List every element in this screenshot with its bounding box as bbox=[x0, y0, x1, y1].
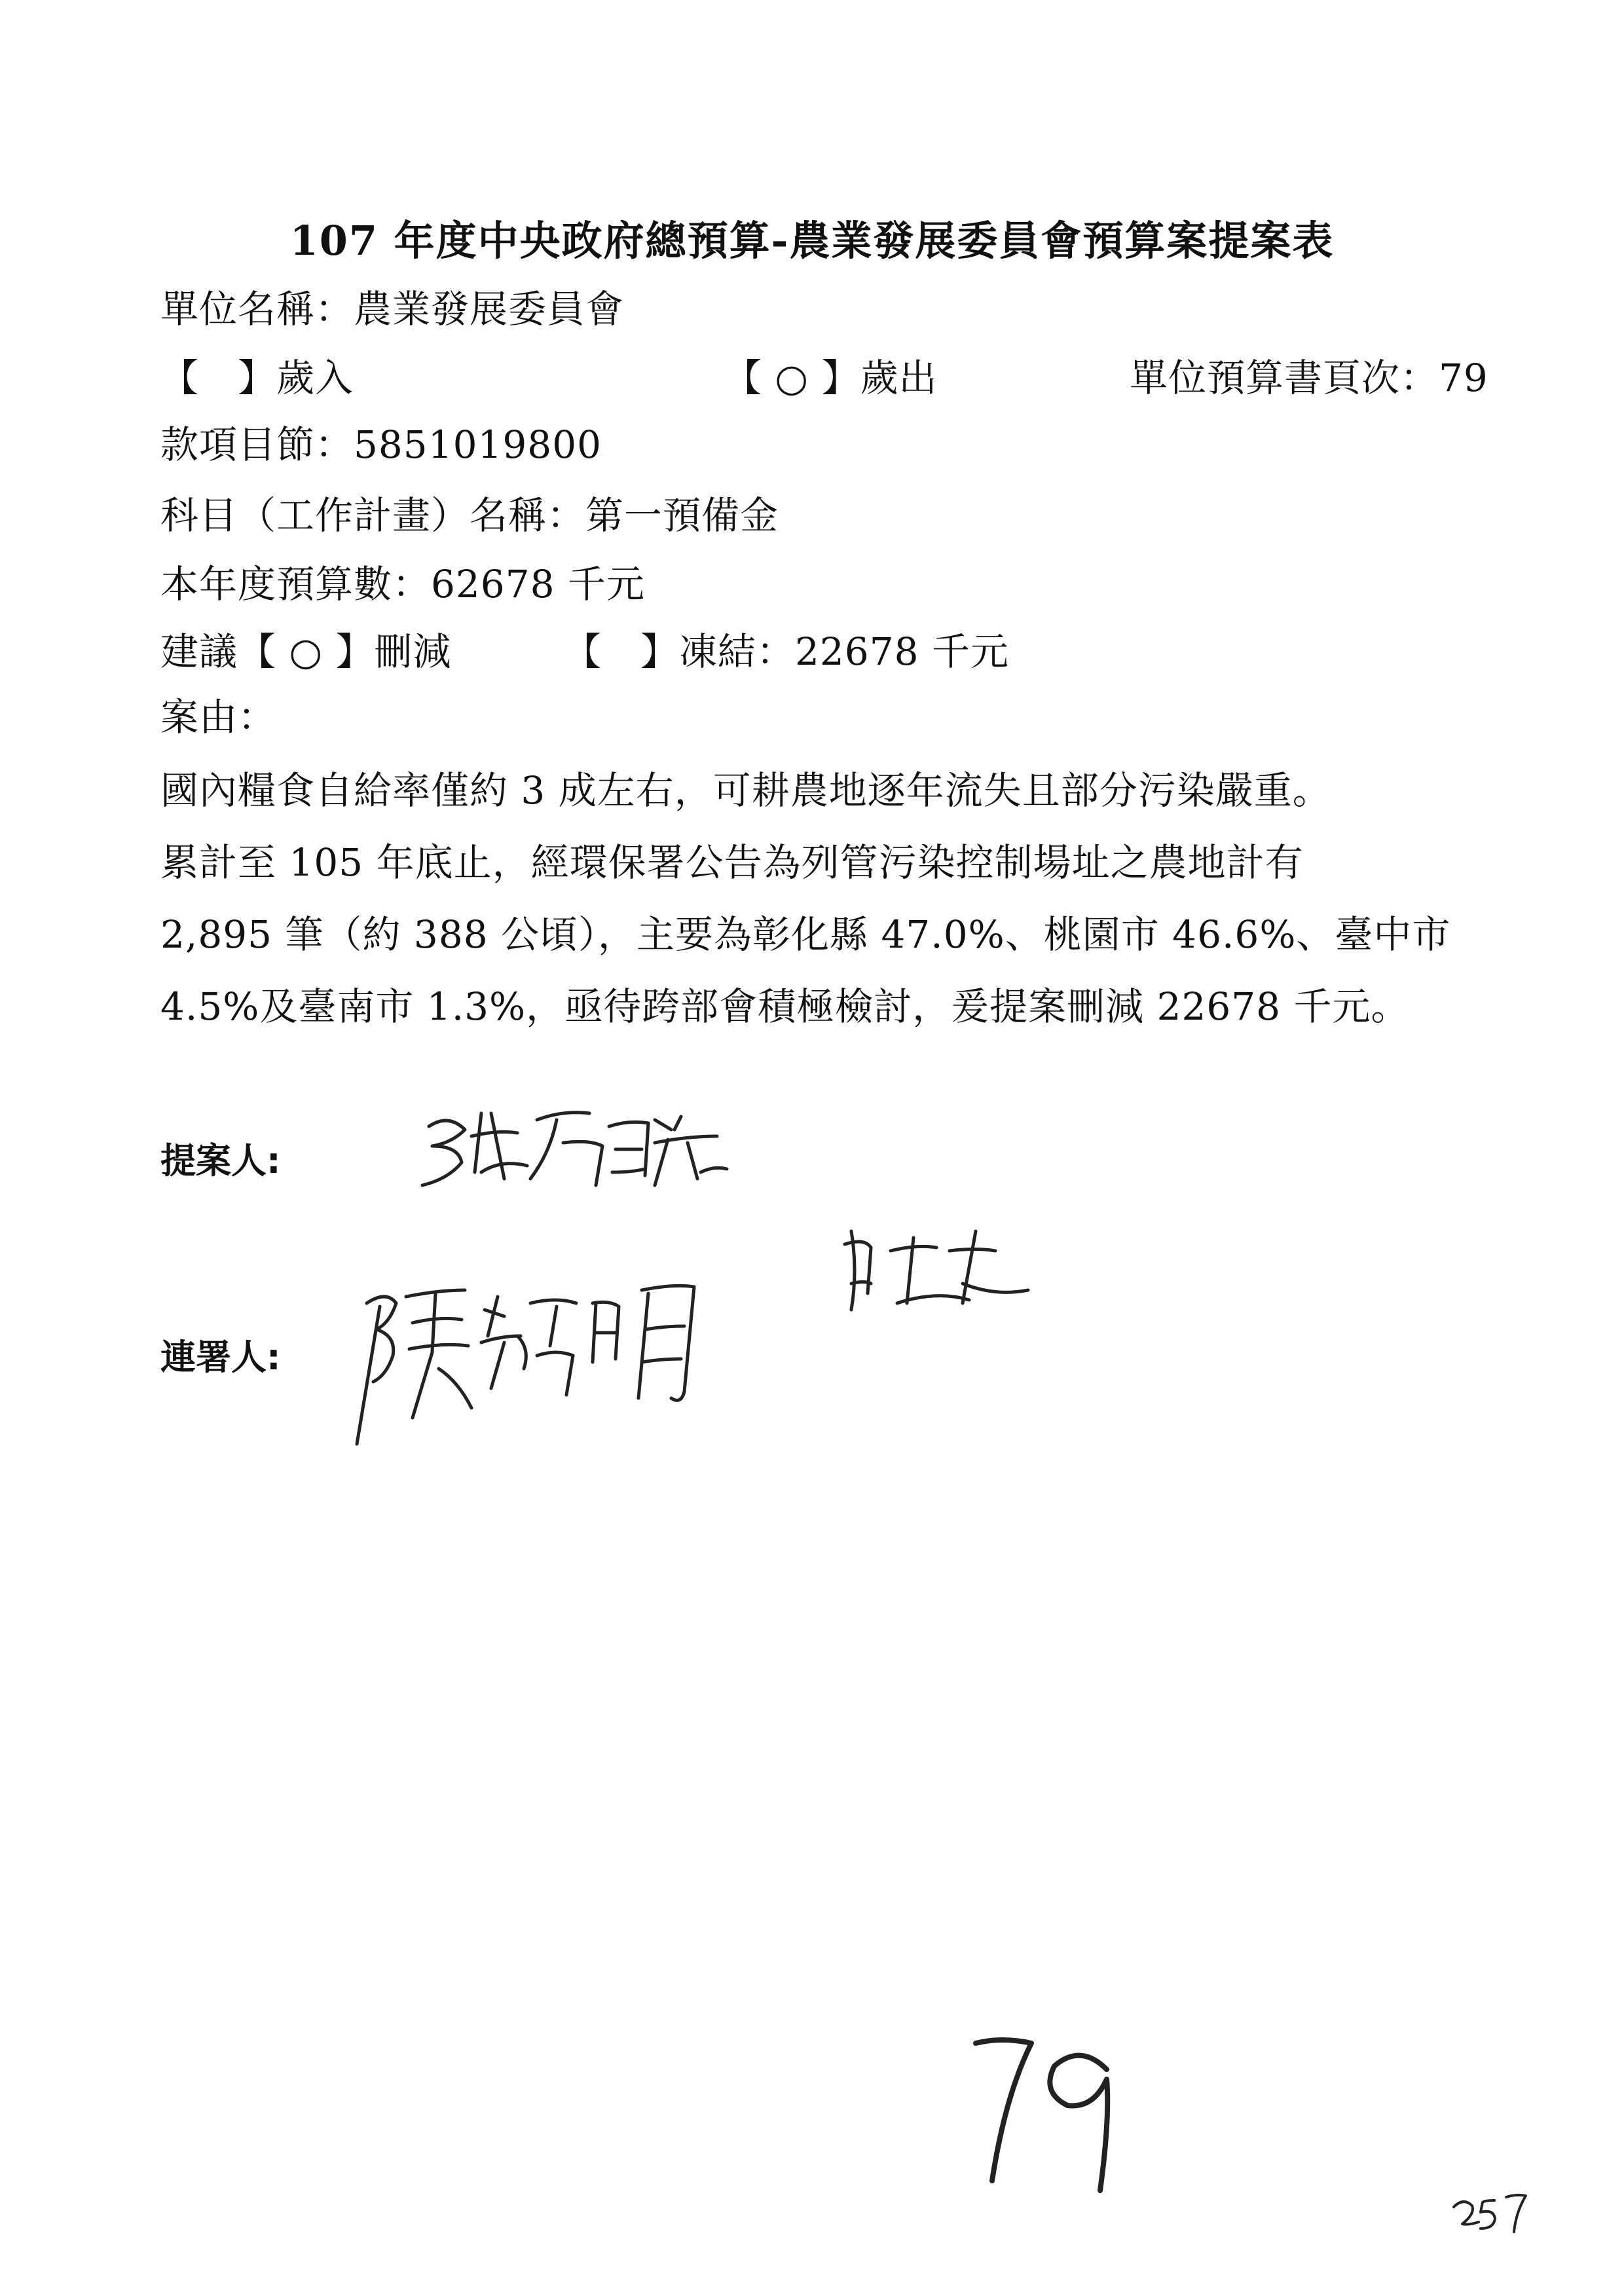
reason-line: 2,895 筆（約 388 公頃），主要為彰化縣 47.0%、桃園市 46.6%、臺中市 bbox=[160, 912, 1451, 957]
proposer-label: 提案人: bbox=[160, 1140, 281, 1181]
suggestion-freeze: 【 】凍結：22678 千元 bbox=[563, 629, 1009, 674]
item-code: 款項目節：5851019800 bbox=[160, 422, 602, 467]
budget-amount: 本年度預算數：62678 千元 bbox=[160, 562, 645, 606]
suggestion-cut: 建議【 ○ 】刪減 bbox=[160, 629, 452, 674]
reason-line: 累計至 105 年底止，經環保署公告為列管污染控制場址之農地計有 bbox=[160, 840, 1304, 885]
handwritten-page-number bbox=[976, 2040, 1107, 2191]
subject-name: 科目（工作計畫）名稱：第一預備金 bbox=[160, 493, 779, 538]
revenue-option: 【 】歲入 bbox=[160, 356, 354, 400]
budget-book-page: 單位預算書頁次：79 bbox=[1130, 356, 1488, 400]
expenditure-option: 【 ○ 】歲出 bbox=[724, 356, 938, 400]
cosigner-signature-1 bbox=[357, 1286, 694, 1444]
reason-line: 國內糧食自給率僅約 3 成左右，可耕農地逐年流失且部分污染嚴重。 bbox=[160, 768, 1331, 813]
handwritten-corner-number bbox=[1454, 2195, 1526, 2232]
proposer-signature bbox=[422, 1113, 727, 1185]
reason-line: 4.5%及臺南市 1.3%，亟待跨部會積極檢討，爰提案刪減 22678 千元。 bbox=[160, 984, 1410, 1029]
cosigner-label: 連署人: bbox=[160, 1337, 281, 1378]
cosigner-signature-2 bbox=[845, 1231, 1028, 1310]
page-title: 107 年度中央政府總預算-農業發展委員會預算案提案表 bbox=[289, 217, 1335, 265]
reason-label: 案由： bbox=[160, 695, 277, 739]
unit-name: 單位名稱：農業發展委員會 bbox=[160, 287, 625, 331]
